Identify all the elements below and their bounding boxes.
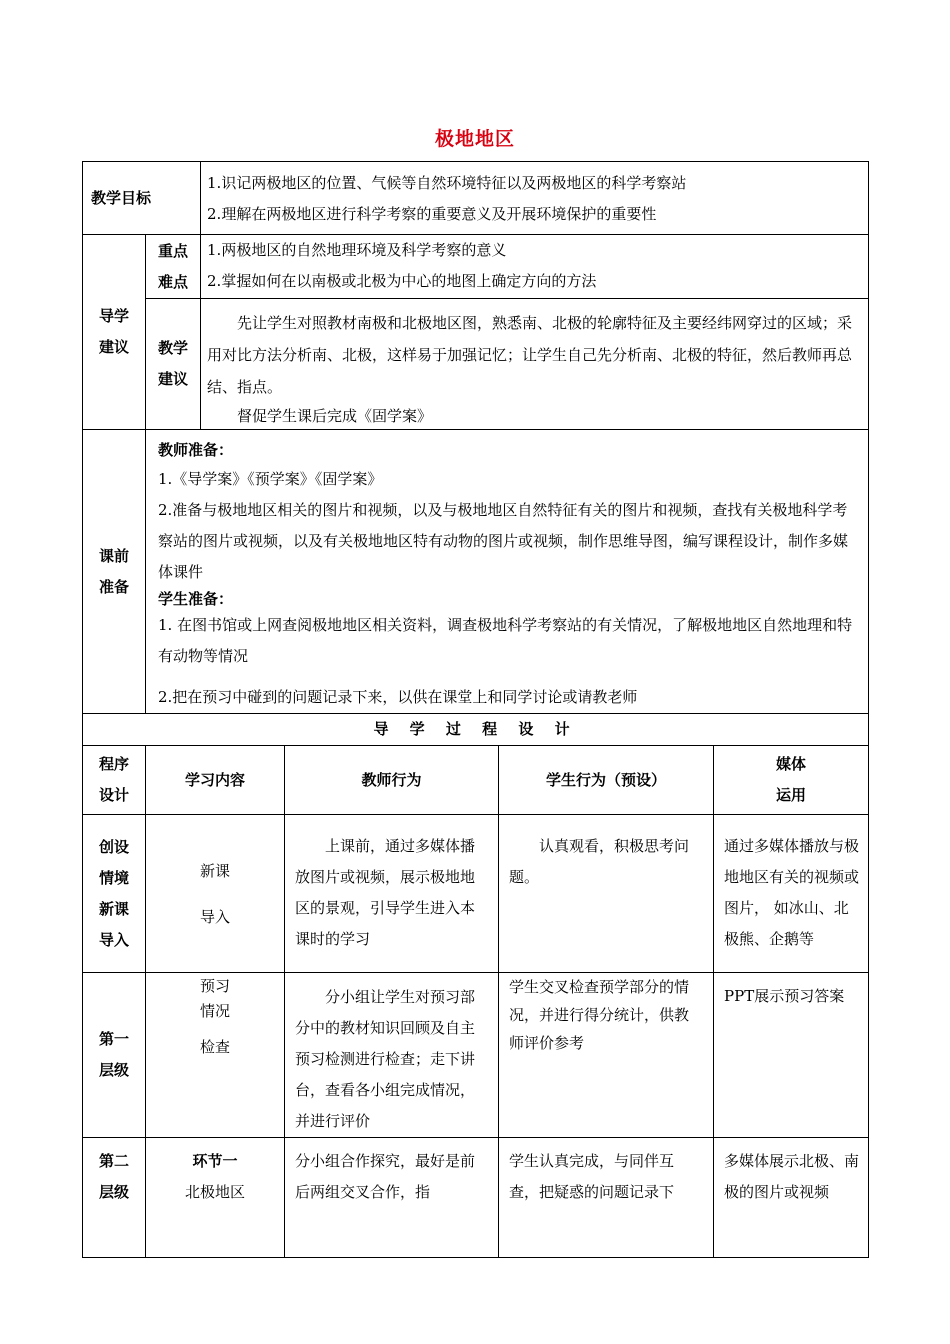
teaching-suggestion-text: 先让学生对照教材南极和北极地区图，熟悉南、北极的轮廓特征及主要经纬网穿过的区域；采用对比方法分析南、北极，这样易于加强记忆；让学生自己先分析南、北极的特征，然后教师再总结、指点。 — [207, 314, 853, 396]
preparation-row — [83, 430, 869, 714]
row-content: 环节一 北极地区 — [146, 1138, 285, 1258]
teaching-suggestion-content — [201, 299, 869, 430]
row-media: 多媒体展示北极、南极的图片或视频 — [714, 1138, 869, 1258]
student-prep-item: 1. 在图书馆或上网查阅极地地区相关资料，调查极地科学考察站的有关情况，了解极地地区自然地理和特有动物等情况 — [158, 616, 853, 665]
preparation-content — [146, 430, 869, 714]
row-media: 通过多媒体播放与极地地区有关的视频或图片， 如冰山、北极熊、企鹅等 — [714, 815, 869, 973]
student-prep-item: 2.把在预习中碰到的问题记录下来，以供在课堂上和同学讨论或请教老师 — [158, 688, 638, 706]
process-row — [83, 815, 869, 973]
row-step: 第二 层级 — [83, 1138, 146, 1258]
process-heading: 导 学 过 程 设 计 — [83, 714, 869, 746]
col-teacher: 教师行为 — [285, 746, 499, 815]
document-title: 极地地区 — [434, 128, 515, 150]
key-point-item: 2.掌握如何在以南极或北极为中心的地图上确定方向的方法 — [207, 272, 597, 290]
guide-label: 导学 建议 — [83, 235, 146, 430]
student-prep-heading: 学生准备： — [158, 590, 234, 608]
row-teacher-action: 分小组合作探究，最好是前后两组交叉合作，指 — [285, 1138, 499, 1258]
objective-item: 1.识记两极地区的位置、气候等自然环境特征以及两极地区的科学考察站 — [207, 174, 687, 192]
process-heading-row — [83, 714, 869, 746]
row-student-action: 认真观看，积极思考问题。 — [499, 815, 714, 973]
key-points-row — [83, 235, 869, 299]
key-point-item: 1.两极地区的自然地理环境及科学考察的意义 — [207, 241, 507, 259]
process-row — [83, 973, 869, 1138]
process-row — [83, 1138, 869, 1258]
row-teacher-action: 上课前，通过多媒体播放图片或视频，展示极地地区的景观，引导学生进入本课时的学习 — [285, 815, 499, 973]
objectives-label: 教学目标 — [83, 162, 201, 235]
teacher-prep-heading: 教师准备： — [158, 441, 234, 459]
teacher-prep-item: 1.《导学案》《预学案》《固学案》 — [158, 470, 383, 488]
teaching-suggestion-row — [83, 299, 869, 430]
row-student-action: 学生交叉检查预学部分的情况，并进行得分统计，供教师评价参考 — [499, 973, 714, 1138]
teacher-prep-item: 2.准备与极地地区相关的图片和视频，以及与极地地区自然特征有关的图片和视频，查找有关极地科学考察站的图片或视频，以及有关极地地区特有动物的图片或视频，制作思维导图，编写课程设计，制作多媒体课件 — [158, 501, 849, 581]
lesson-plan-table — [82, 161, 868, 1201]
objectives-row — [83, 162, 869, 235]
key-points-label: 重点 难点 — [146, 235, 201, 299]
preparation-label: 课前 准备 — [83, 430, 146, 714]
teaching-suggestion-label: 教学 建议 — [146, 299, 201, 430]
row-media: PPT展示预习答案 — [714, 973, 869, 1138]
key-points-content — [201, 235, 869, 299]
teaching-suggestion-text-2: 督促学生课后完成《固学案》 — [237, 407, 433, 425]
row-student-action: 学生认真完成，与同伴互查，把疑惑的问题记录下 — [499, 1138, 714, 1258]
col-media: 媒体 运用 — [714, 746, 869, 815]
objectives-content — [201, 162, 869, 235]
row-teacher-action: 分小组让学生对预习部分中的教材知识回顾及自主预习检测进行检查；走下讲台，查看各小组完成情况，并进行评价 — [285, 973, 499, 1138]
row-content: 新课 导入 — [146, 815, 285, 973]
process-header-row — [83, 746, 869, 815]
objective-item: 2.理解在两极地区进行科学考察的重要意义及开展环境保护的重要性 — [207, 205, 657, 223]
col-step: 程序 设计 — [83, 746, 146, 815]
row-content: 预习 情况 检查 — [146, 973, 285, 1138]
row-step: 创设 情境 新课 导入 — [83, 815, 146, 973]
col-student: 学生行为（预设） — [499, 746, 714, 815]
col-content: 学习内容 — [146, 746, 285, 815]
row-step: 第一 层级 — [83, 973, 146, 1138]
